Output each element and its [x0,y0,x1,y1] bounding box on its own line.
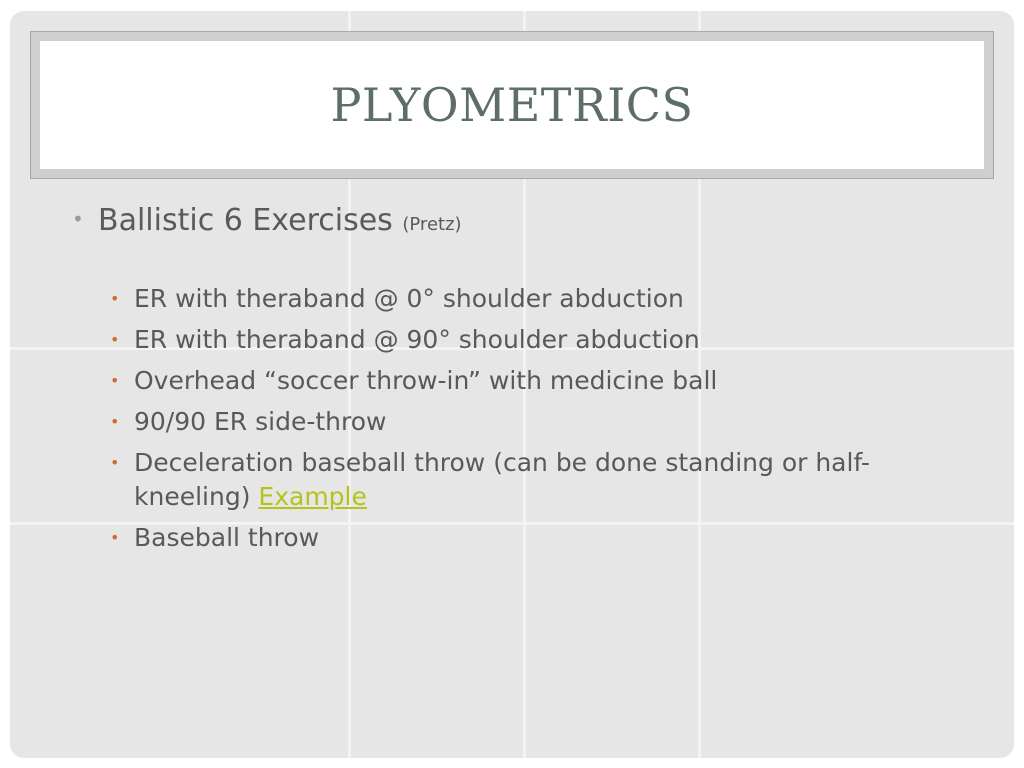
list-item [110,282,974,316]
list-item-text: Deceleration baseball throw (can be done standing or half-kneeling) [134,448,870,511]
list-item-text: ER with theraband @ 0° shoulder abduction [134,284,684,313]
list-item-text: Baseball throw [134,523,320,552]
list-item [110,521,974,555]
list-item-text: 90/90 ER side-throw [134,407,387,436]
list-item-text: ER with theraband @ 90° shoulder abduction [134,325,700,354]
bullet-icon: • [110,371,120,390]
bullet-icon: • [110,330,120,349]
bullet-icon: • [110,289,120,308]
bullet-icon: • [110,412,120,431]
list-item [110,364,974,398]
list-item-text: Overhead “soccer throw-in” with medicine ball [134,366,718,395]
slide [10,11,1014,758]
heading-source: (Pretz) [402,214,462,235]
example-link[interactable]: Example [258,482,367,511]
list-item [110,323,974,357]
title-panel [40,41,984,169]
slide-title: PLYOMETRICS [330,78,694,132]
bullet-icon: • [110,453,120,472]
heading-text: Ballistic 6 Exercises [98,203,393,238]
list-item [110,446,974,514]
bullet-icon: • [72,207,84,231]
exercise-list [110,282,974,562]
main-bullet [72,203,462,238]
list-item [110,405,974,439]
title-frame [30,31,994,179]
bullet-icon: • [110,528,120,547]
